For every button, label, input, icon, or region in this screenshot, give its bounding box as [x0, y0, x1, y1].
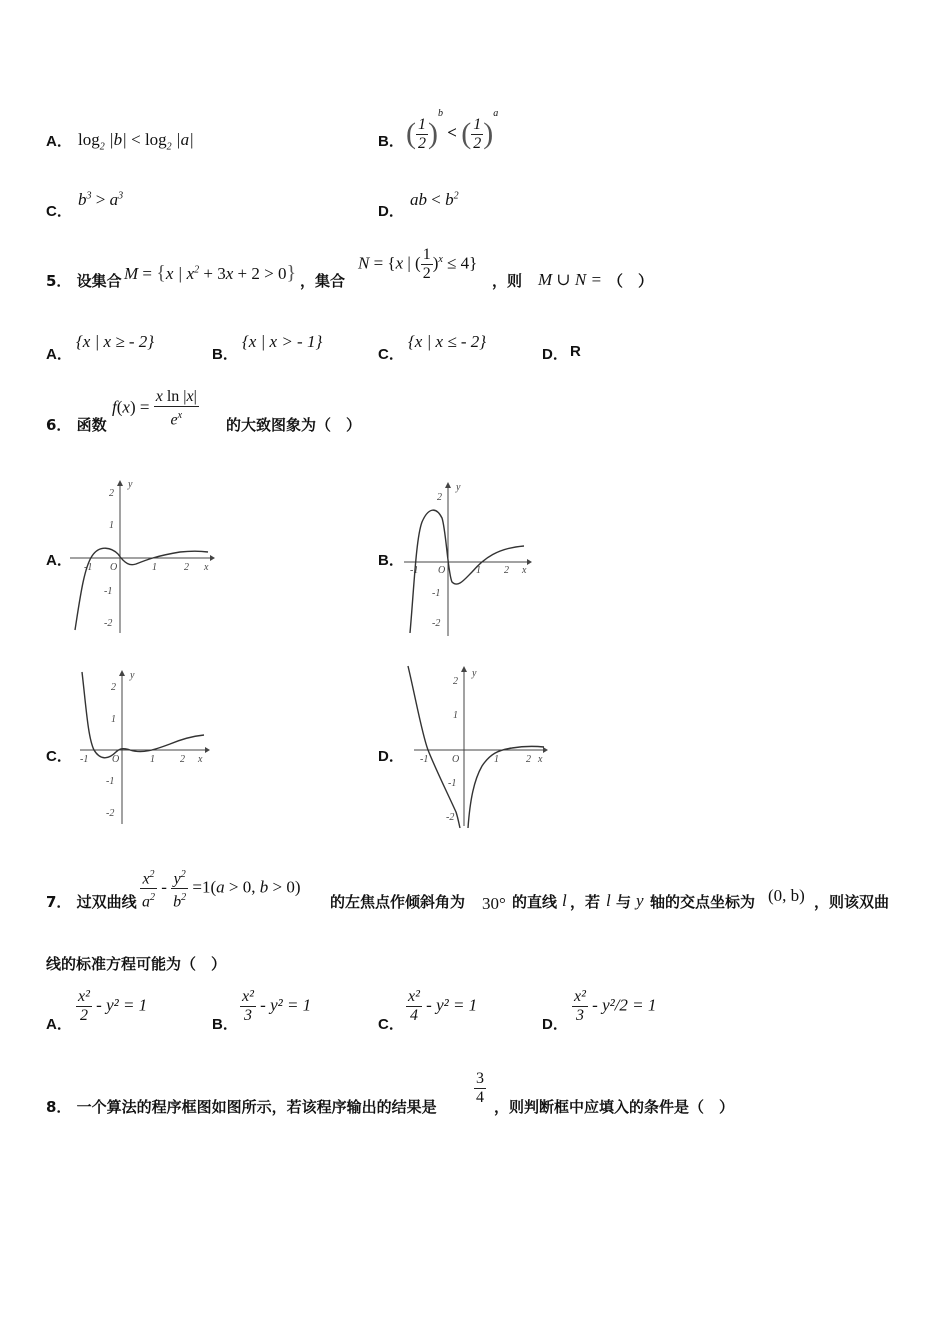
- tick-x-2: 2: [184, 562, 189, 573]
- q7-c-den: 4: [409, 1007, 418, 1024]
- q6-text-b: 的大致图象为（ ）: [226, 416, 362, 434]
- q7-b-rest: - y² = 1: [260, 995, 312, 1015]
- q7-a-num: x²: [78, 988, 90, 1005]
- tick-x-2: 2: [526, 754, 531, 765]
- q7-text-f: 轴的交点坐标为: [650, 893, 756, 911]
- q7-a-den: 2: [79, 1007, 88, 1024]
- tick-x-1: 1: [494, 754, 499, 765]
- q8-text-a: 一个算法的程序框图如图所示，若该程序输出的结果是: [76, 1098, 437, 1116]
- q7-b-den: 3: [243, 1007, 252, 1024]
- q4-option-b-label[interactable]: B．: [378, 133, 404, 150]
- q7-line-l: l: [562, 891, 567, 910]
- q7-point: (0, b): [768, 886, 805, 905]
- q4-option-c-label[interactable]: C．: [46, 203, 72, 220]
- y-axis-arrow-icon: [461, 666, 467, 672]
- tick-y-2: 2: [111, 682, 116, 693]
- q5-set-m: M = {x | $x^2 + 3x + 2 > 0$}: [124, 262, 297, 284]
- q6-graph-d: [402, 660, 552, 830]
- q5-text-b: ，集合: [300, 272, 346, 290]
- y-axis-label: y: [128, 479, 133, 490]
- tick-y-2: 2: [453, 676, 458, 687]
- tick-x-neg1: -1: [84, 562, 93, 573]
- x-axis-label: x: [204, 562, 209, 573]
- q4-option-d-label[interactable]: D．: [378, 203, 404, 220]
- curve: [75, 548, 208, 630]
- q7-text-d: ，若: [570, 893, 601, 911]
- tick-y-neg2: -2: [106, 808, 115, 819]
- q7-option-c-label[interactable]: C．: [378, 1016, 404, 1033]
- tick-x-2: 2: [504, 565, 509, 576]
- q7-text-b: 的左焦点作倾斜角为: [330, 893, 466, 911]
- q6-option-c-label[interactable]: C．: [46, 748, 72, 765]
- q8-result: [474, 1070, 486, 1107]
- q5-text-a: 设集合: [76, 272, 122, 290]
- tick-y-1: 1: [111, 714, 116, 725]
- q5-blank: （ ）: [608, 272, 654, 290]
- x-axis-arrow-icon: [527, 559, 532, 565]
- q7-curve: $\frac{x^2}{a^2}$ - $\frac{y^2}{b^2}$ =1(a > 0, b > 0): [140, 866, 301, 912]
- q7-d-rest: - y²/2 = 1: [592, 995, 657, 1015]
- q6-text-a: 函数: [76, 416, 107, 434]
- y-axis-arrow-icon: [117, 480, 123, 486]
- q7-c-num: x²: [408, 988, 420, 1005]
- q5-union: M ∪ N =: [538, 270, 602, 289]
- origin-label: O: [112, 754, 120, 765]
- q4-option-a-expr: $\log_2 |b| < \log_2 |a|$: [78, 130, 194, 153]
- q7-number: 7．: [46, 893, 72, 911]
- tick-x-neg1: -1: [420, 754, 429, 765]
- q7-angle: 30°: [482, 894, 506, 913]
- q8-number: 8．: [46, 1098, 72, 1116]
- tick-y-2: 2: [437, 492, 442, 503]
- q5-option-c-expr: {x | x ≤ - 2}: [408, 332, 487, 351]
- origin-label: O: [452, 754, 460, 765]
- q8-result-den: 4: [476, 1089, 484, 1106]
- q6-number: 6．: [46, 416, 72, 434]
- q5-option-c-label[interactable]: C．: [378, 346, 404, 363]
- q7-d-den: 3: [575, 1007, 584, 1024]
- tick-y-1: 1: [453, 710, 458, 721]
- q4-option-b-expr: ( $\frac{1}{2}$ )$^b$ < ( $\frac{1}{2}$ )$^a$: [406, 108, 499, 152]
- q5-option-d-expr: R: [570, 343, 581, 360]
- curve-left: [408, 666, 460, 828]
- y-axis-arrow-icon: [119, 670, 125, 676]
- q7-d-num: x²: [574, 988, 586, 1005]
- q7-b-num: x²: [242, 988, 254, 1005]
- tick-y-2: 2: [109, 488, 114, 499]
- q5-text-c: ，则: [492, 272, 523, 290]
- q6-graph-a: [70, 478, 215, 636]
- q8-text-b: ，则判断框中应填入的条件是（ ）: [494, 1098, 735, 1116]
- q7-c-rest: - y² = 1: [426, 995, 478, 1015]
- q5-number: 5．: [46, 272, 72, 290]
- q4-option-a-label[interactable]: A．: [46, 133, 72, 150]
- tick-x-2: 2: [180, 754, 185, 765]
- q7-axis-y: y: [636, 891, 644, 910]
- tick-y-neg2: -2: [446, 812, 455, 823]
- q7-text-c: 的直线: [512, 893, 558, 911]
- q7-option-c-expr: [406, 988, 477, 1025]
- q4-option-c-expr: $b^3 > a^3$: [78, 190, 124, 209]
- tick-x-neg1: -1: [410, 565, 419, 576]
- tick-y-neg1: -1: [448, 778, 457, 789]
- tick-y-neg2: -2: [432, 618, 441, 629]
- x-axis-arrow-icon: [210, 555, 215, 561]
- q5-option-a-label[interactable]: A．: [46, 346, 72, 363]
- q7-option-b-label[interactable]: B．: [212, 1016, 238, 1033]
- q6-function: f(x) = $\frac{\text{x ln |x|}}{e^x}$: [112, 388, 197, 429]
- curve-right: [468, 746, 544, 828]
- y-axis-label: y: [456, 482, 461, 493]
- q6-option-b-label[interactable]: B．: [378, 552, 404, 569]
- y-axis-label: y: [130, 670, 135, 681]
- q5-option-a-expr: {x | x ≥ - 2}: [76, 332, 155, 351]
- q6-graph-b: [402, 478, 534, 638]
- q5-option-b-expr: {x | x > - 1}: [242, 332, 323, 351]
- q5-option-d-label[interactable]: D．: [542, 346, 568, 363]
- y-axis-label: y: [472, 668, 477, 679]
- q7-stem-start: [46, 891, 137, 912]
- tick-y-1: 1: [109, 520, 114, 531]
- q7-text-line2: 线的标准方程可能为（ ）: [46, 955, 227, 973]
- x-axis-label: x: [198, 754, 203, 765]
- tick-y-neg1: -1: [106, 776, 115, 787]
- q7-text-e: 与: [616, 893, 632, 911]
- x-axis-arrow-icon: [543, 747, 548, 753]
- q5-set-n: N = {x | ( $\frac{1}{2}$ )$^x$ ≤ 4}: [358, 246, 478, 282]
- q8-result-num: 3: [476, 1070, 484, 1087]
- q5-option-b-label[interactable]: B．: [212, 346, 238, 363]
- q7-option-d-expr: [572, 988, 656, 1025]
- y-axis-arrow-icon: [445, 482, 451, 488]
- q4-option-d-expr: ab < $b^2$: [410, 190, 459, 209]
- tick-x-1: 1: [150, 754, 155, 765]
- tick-x-neg1: -1: [80, 754, 89, 765]
- q7-option-a-label[interactable]: A．: [46, 1016, 72, 1033]
- tick-y-neg1: -1: [432, 588, 441, 599]
- q6-stem: [46, 414, 107, 435]
- q6-option-d-label[interactable]: D．: [378, 748, 404, 765]
- origin-label: O: [438, 565, 446, 576]
- q7-a-rest: - y² = 1: [96, 995, 148, 1015]
- tick-y-neg2: -2: [104, 618, 113, 629]
- x-axis-arrow-icon: [205, 747, 210, 753]
- q8-stem: [46, 1096, 437, 1117]
- origin-label: O: [110, 562, 118, 573]
- q6-graph-c: [70, 666, 215, 826]
- tick-y-neg1: -1: [104, 586, 113, 597]
- x-axis-label: x: [538, 754, 543, 765]
- q7-text-a: 过双曲线: [76, 893, 137, 911]
- q6-option-a-label[interactable]: A．: [46, 552, 72, 569]
- x-axis-label: x: [522, 565, 527, 576]
- q7-line-l-2: l: [606, 891, 611, 910]
- q7-option-b-expr: [240, 988, 311, 1025]
- curve: [82, 672, 204, 758]
- q7-text-g: ，则该双曲: [814, 893, 890, 911]
- q7-option-d-label[interactable]: D．: [542, 1016, 568, 1033]
- tick-x-1: 1: [476, 565, 481, 576]
- tick-x-1: 1: [152, 562, 157, 573]
- q7-option-a-expr: [76, 988, 147, 1025]
- q5-stem: [46, 270, 122, 291]
